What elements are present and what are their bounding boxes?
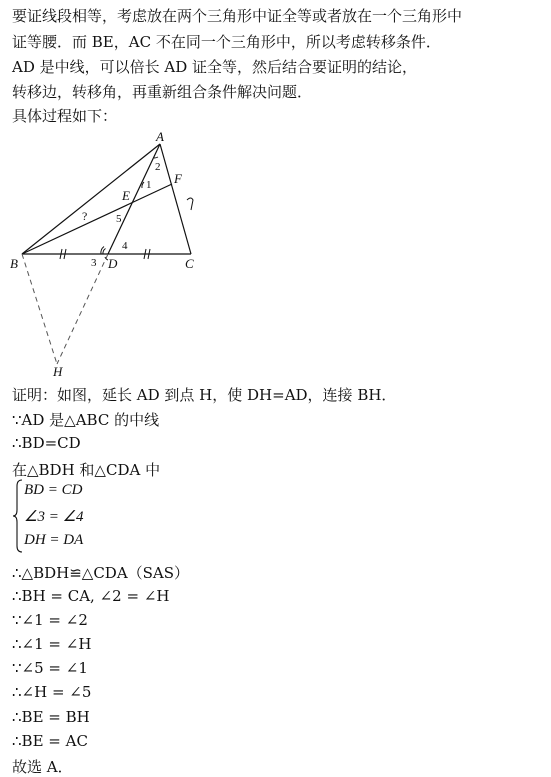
label-angle-3: 3 (91, 257, 97, 269)
intro-line-3: AD 是中线，可以倍长 AD 证全等，然后结合要证明的结论， (12, 58, 418, 76)
label-f: F (174, 171, 182, 186)
system-brace (12, 478, 24, 554)
segment-bh-dashed (22, 254, 57, 364)
label-h: H (53, 364, 63, 379)
proof-line-7: ∵∠1 = ∠2 (12, 611, 88, 629)
angle-2-arc (154, 157, 158, 158)
system-line-2: ∠3 = ∠4 (24, 509, 84, 525)
intro-line-2: 证等腰．而 BE，AC 不在同一个三角形中，所以考虑转移条件． (12, 33, 441, 51)
label-angle-1: 1 (146, 179, 152, 191)
proof-line-9: ∵∠5 = ∠1 (12, 659, 88, 677)
label-angle-5: 5 (116, 213, 122, 225)
label-angle-4: 4 (122, 240, 128, 252)
segment-dh-dashed (57, 254, 108, 364)
angle-4-arc (103, 249, 106, 255)
segment-ac (160, 144, 191, 254)
proof-line-3: ∴BD=CD (12, 434, 81, 452)
proof-line-8: ∴∠1 = ∠H (12, 635, 92, 653)
geometry-diagram (0, 128, 240, 380)
system-line-3: DH = DA (24, 532, 84, 548)
proof-line-4: 在△BDH 和△CDA 中 (12, 461, 161, 479)
proof-line-2: ∵AD 是△ABC 的中线 (12, 411, 160, 429)
proof-line-11: ∴BE = BH (12, 708, 90, 726)
system-line-1: BD = CD (24, 482, 83, 498)
label-a: A (156, 129, 164, 144)
label-c: C (185, 256, 194, 271)
proof-line-13: 故选 A． (12, 758, 73, 776)
label-question-angle: ? (82, 209, 88, 223)
segment-ad (108, 144, 160, 254)
intro-line-5: 具体过程如下： (12, 107, 118, 125)
intro-line-1: 要证线段相等，考虑放在两个三角形中证全等或者放在一个三角形中 (12, 7, 463, 25)
label-e: E (122, 188, 130, 203)
angle-mark-f (187, 198, 193, 210)
proof-line-10: ∴∠H = ∠5 (12, 683, 92, 701)
proof-line-1: 证明：如图，延长 AD 到点 H，使 DH=AD，连接 BH． (12, 386, 397, 404)
proof-line-6: ∴BH = CA, ∠2 = ∠H (12, 587, 170, 605)
label-b: B (10, 256, 18, 271)
proof-line-12: ∴BE = AC (12, 732, 88, 750)
label-angle-2: 2 (155, 161, 161, 173)
intro-line-4: 转移边，转移角，再重新组合条件解决问题． (12, 83, 313, 101)
label-d: D (108, 256, 118, 271)
proof-line-5: ∴△BDH≌△CDA（SAS） (12, 564, 190, 582)
